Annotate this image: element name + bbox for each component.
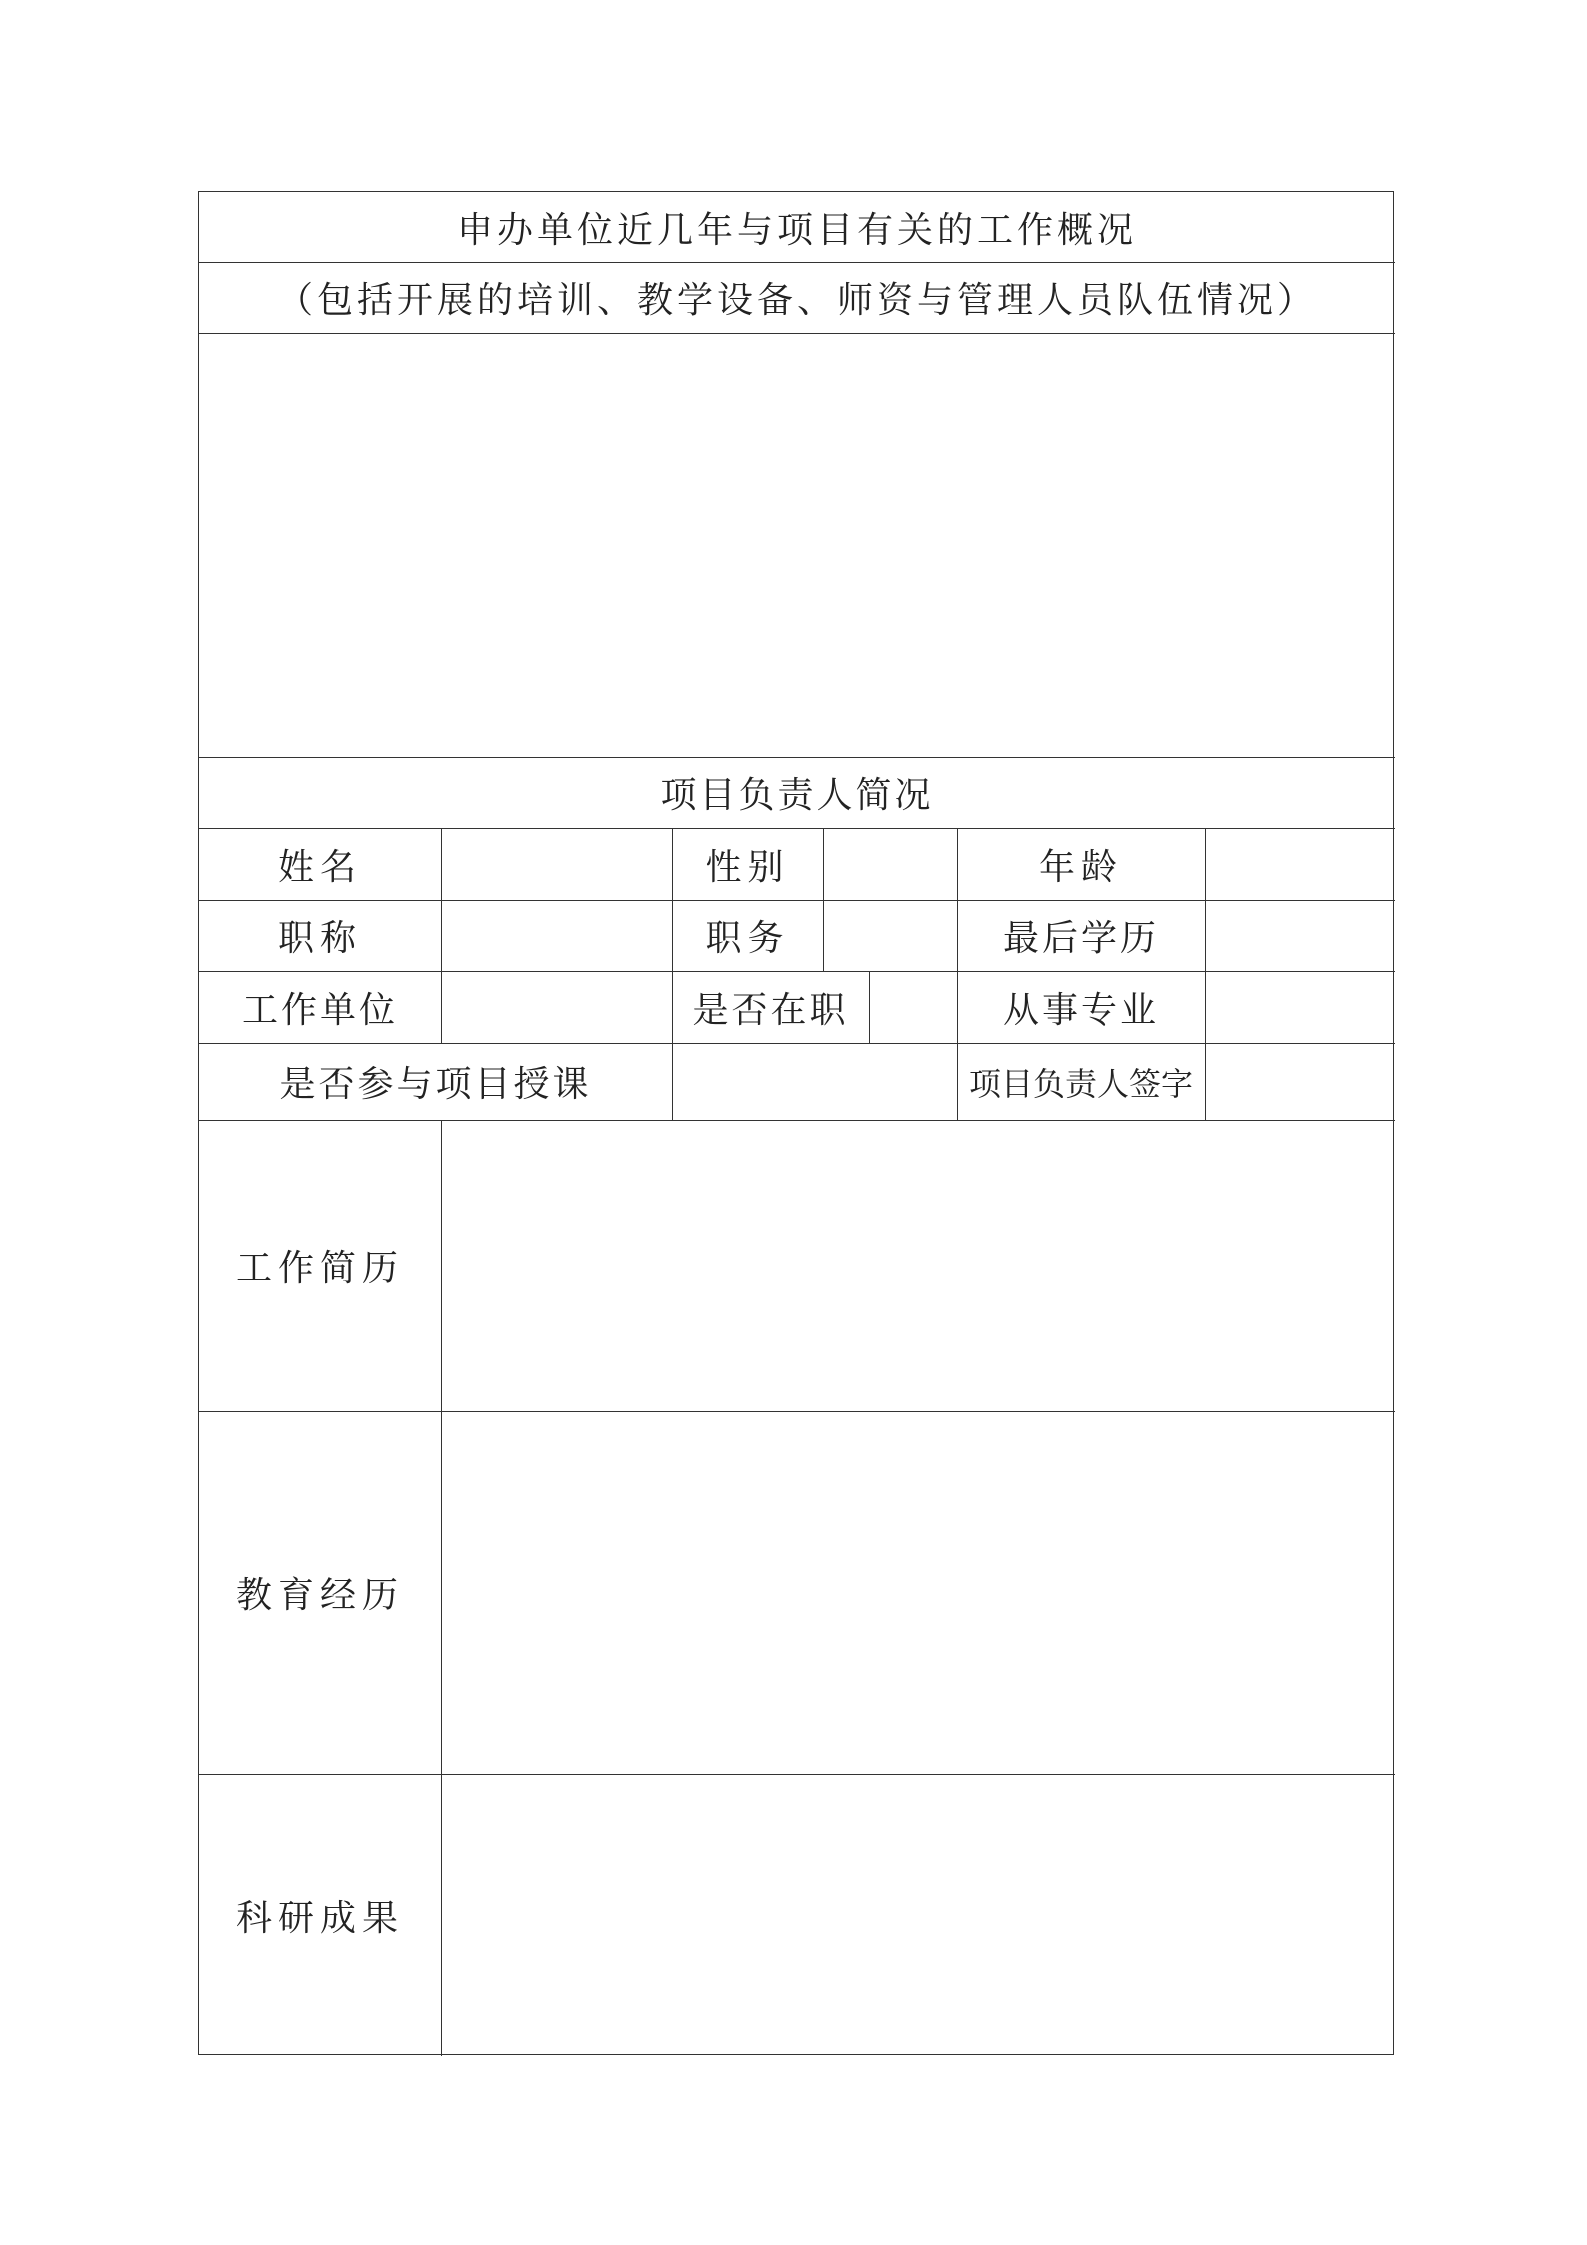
teaching-participation-label: 是否参与项目授课	[279, 1064, 592, 1105]
application-form-table	[198, 191, 1394, 2055]
gender-field[interactable]	[823, 828, 957, 900]
education-level-label: 最后学历	[1002, 918, 1159, 959]
gender-label: 性别	[705, 846, 790, 888]
professional-title-label: 职称	[277, 918, 362, 959]
work-overview-title: 申办单位近几年与项目有关的工作概况	[456, 209, 1137, 251]
specialty-field[interactable]	[1205, 971, 1395, 1043]
age-field[interactable]	[1205, 828, 1395, 900]
research-achievements-field[interactable]	[441, 1774, 1395, 2056]
employed-field[interactable]	[869, 971, 957, 1043]
work-overview-subtitle: （包括开展的培训、教学设备、师资与管理人员队伍情况）	[276, 280, 1317, 321]
employed-label: 是否在职	[692, 989, 849, 1031]
leader-signature-field[interactable]	[1205, 1043, 1395, 1120]
leader-profile-title: 项目负责人简况	[660, 775, 934, 816]
position-field[interactable]	[823, 900, 957, 971]
position-label: 职务	[705, 918, 790, 959]
education-history-label: 教育经历	[235, 1575, 404, 1616]
work-overview-content-field[interactable]	[199, 333, 1395, 757]
work-history-field[interactable]	[441, 1120, 1395, 1411]
education-history-field[interactable]	[441, 1411, 1395, 1774]
education-level-field[interactable]	[1205, 900, 1395, 971]
leader-signature-label: 项目负责人签字	[968, 1064, 1193, 1103]
research-achievements-label: 科研成果	[235, 1897, 404, 1939]
age-label: 年龄	[1038, 846, 1123, 888]
employer-label: 工作单位	[241, 989, 398, 1031]
name-field[interactable]	[441, 828, 672, 900]
teaching-participation-field[interactable]	[672, 1043, 957, 1120]
name-label: 姓名	[277, 846, 362, 888]
employer-field[interactable]	[441, 971, 672, 1043]
professional-title-field[interactable]	[441, 900, 672, 971]
specialty-label: 从事专业	[1002, 989, 1159, 1031]
work-history-label: 工作简历	[235, 1248, 404, 1289]
